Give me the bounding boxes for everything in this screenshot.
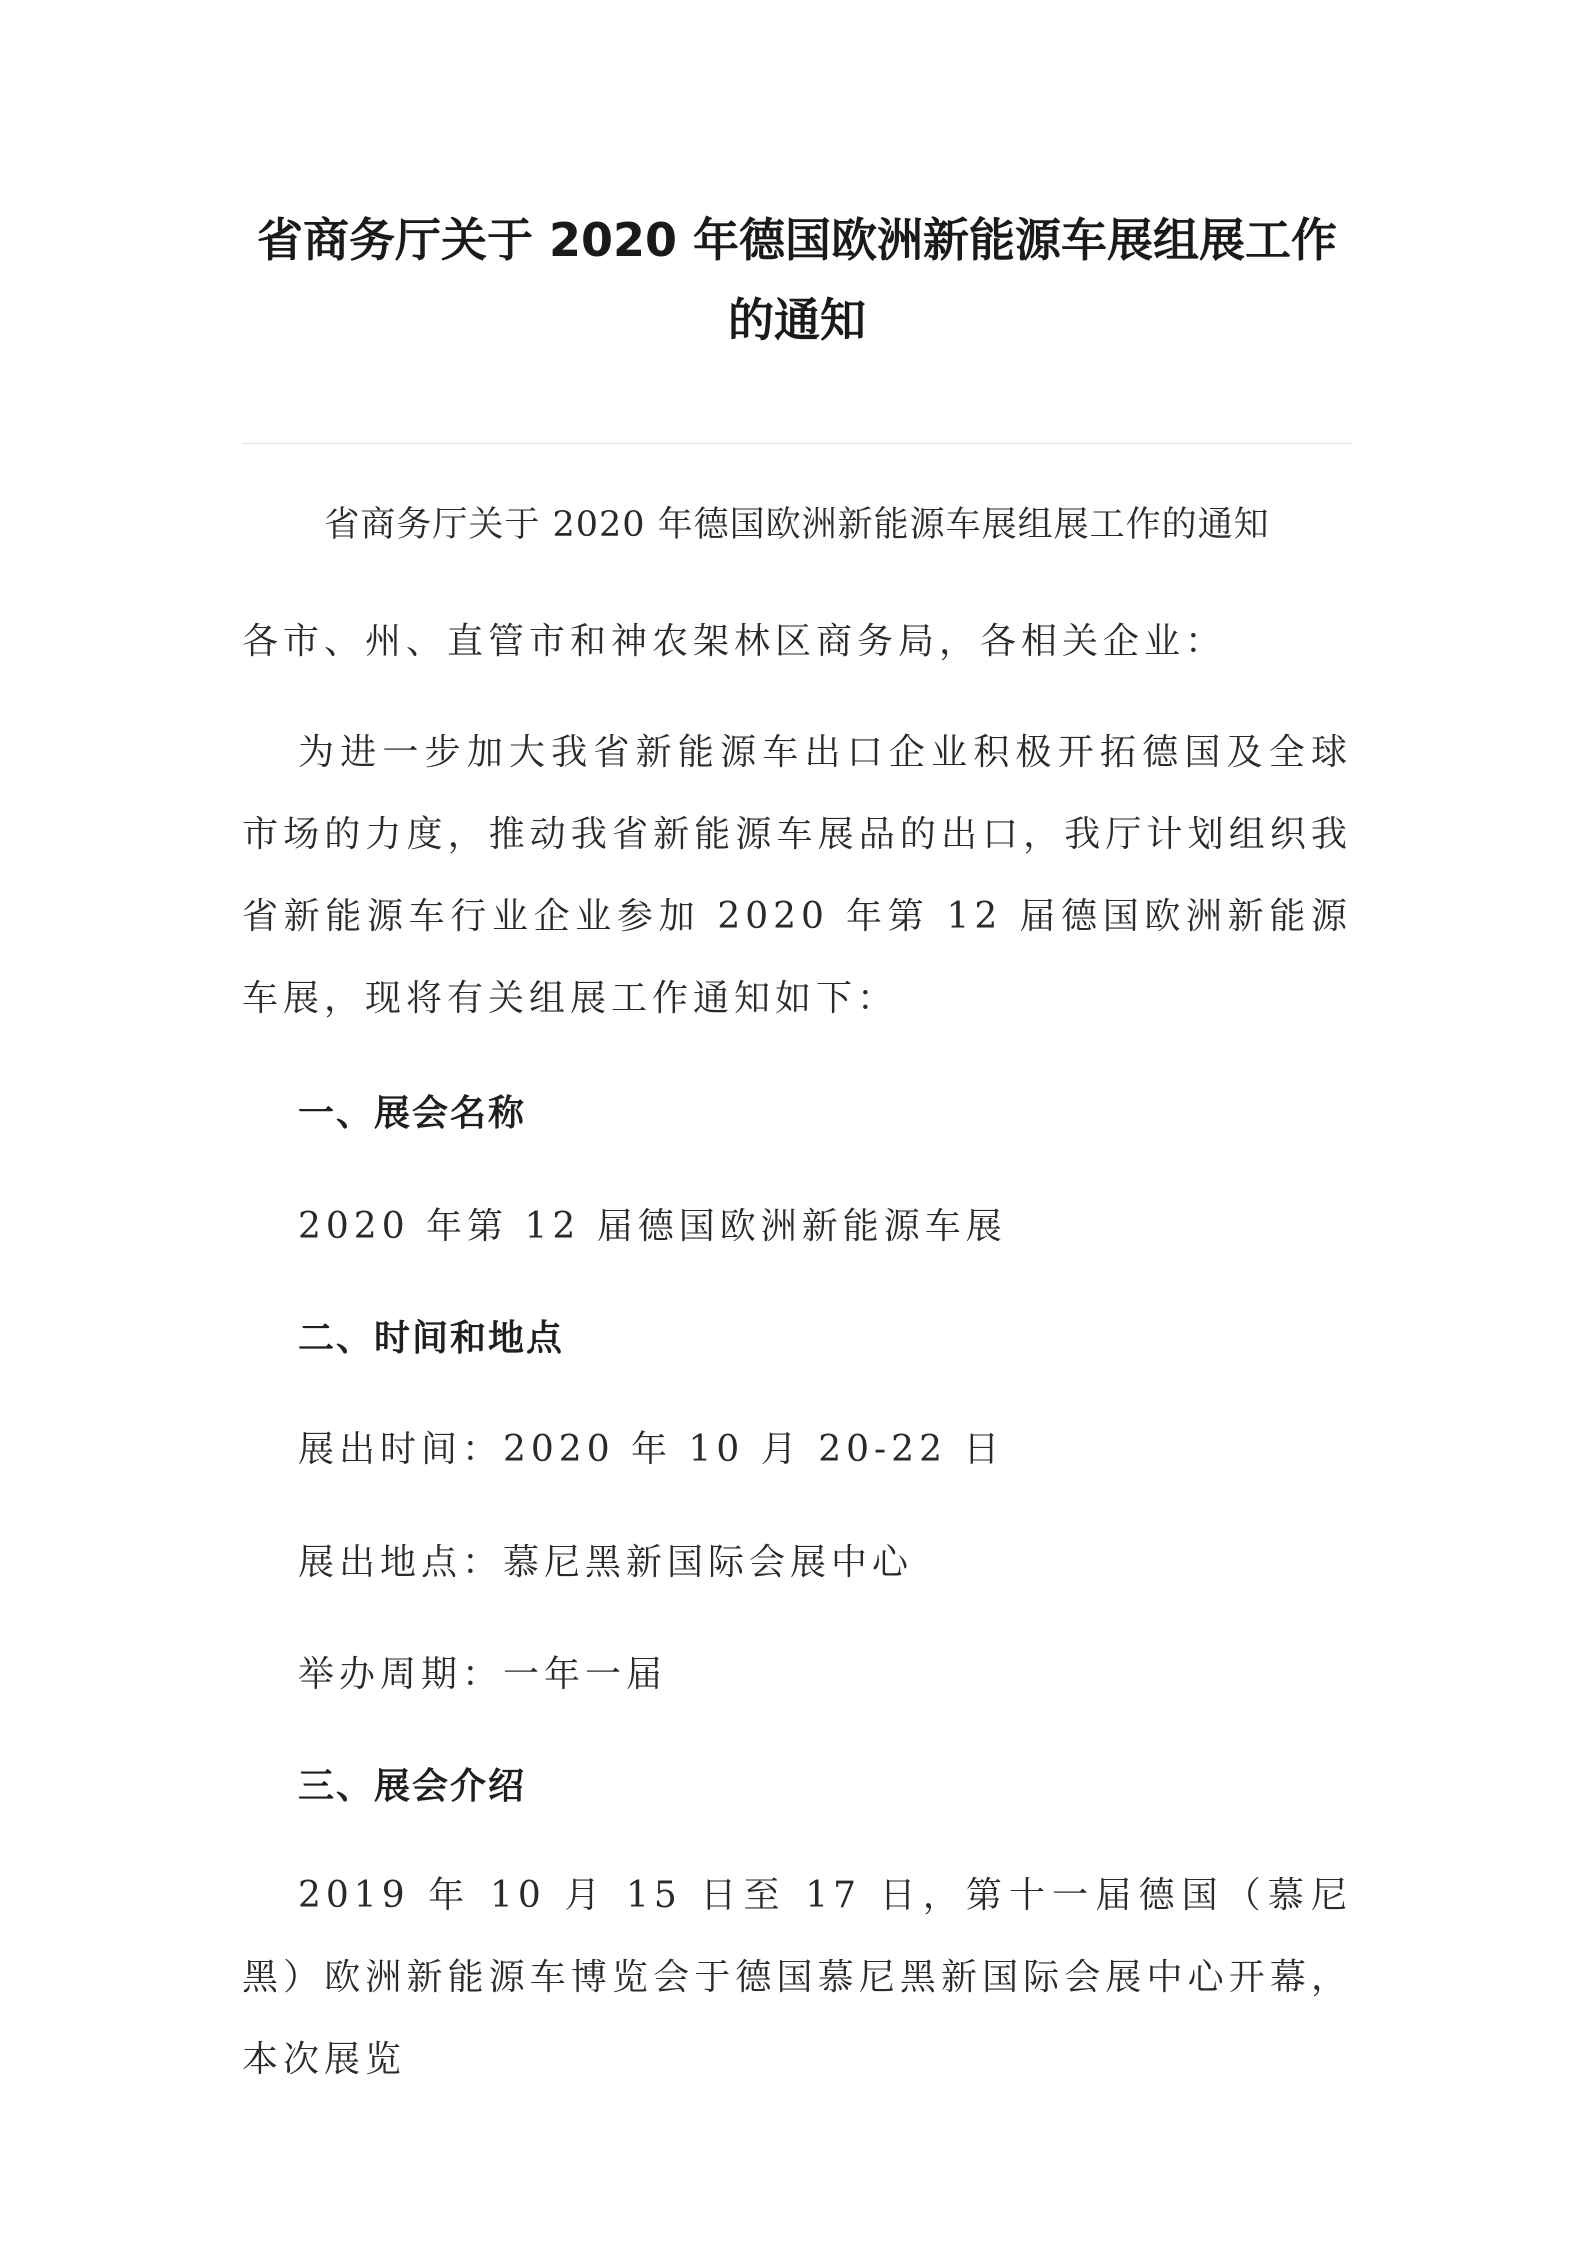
section-heading-time-place: 二、时间和地点 — [298, 1318, 565, 1359]
intro-paragraph: 为进一步加大我省新能源车出口企业积极开拓德国及全球市场的力度，推动我省新能源车展品的出口，我厅计划组织我省新能源车行业企业参加 2020 年第 12 届德国欧洲新能源车展，现将有关组展工作通知如下： — [242, 732, 1352, 1019]
exhibition-cycle: 举办周期：一年一届 — [298, 1654, 668, 1695]
title-divider — [242, 443, 1352, 444]
exhibition-time: 展出时间：2020 年 10 月 20-22 日 — [298, 1429, 1005, 1470]
document-subtitle: 省商务厅关于 2020 年德国欧洲新能源车展组展工作的通知 — [324, 505, 1270, 545]
section-heading-exhibition-intro: 三、展会介绍 — [298, 1766, 527, 1807]
salutation: 各市、州、直管市和神农架林区商务局，各相关企业： — [242, 621, 1227, 662]
section-heading-exhibition-name: 一、展会名称 — [298, 1093, 527, 1134]
document-title — [242, 200, 1352, 360]
exhibition-intro-paragraph: 2019 年 10 月 15 日至 17 日，第十一届德国（慕尼黑）欧洲新能源车博览会于德国慕尼黑新国际会展中心开幕，本次展览 — [242, 1875, 1352, 2080]
document-title-line-1: 省商务厅关于 2020 年德国欧洲新能源车展组展工作 — [256, 213, 1338, 267]
exhibition-place: 展出地点：慕尼黑新国际会展中心 — [298, 1542, 914, 1583]
exhibition-name: 2020 年第 12 届德国欧洲新能源车展 — [298, 1206, 1007, 1247]
document-title-line-2: 的通知 — [728, 293, 866, 347]
